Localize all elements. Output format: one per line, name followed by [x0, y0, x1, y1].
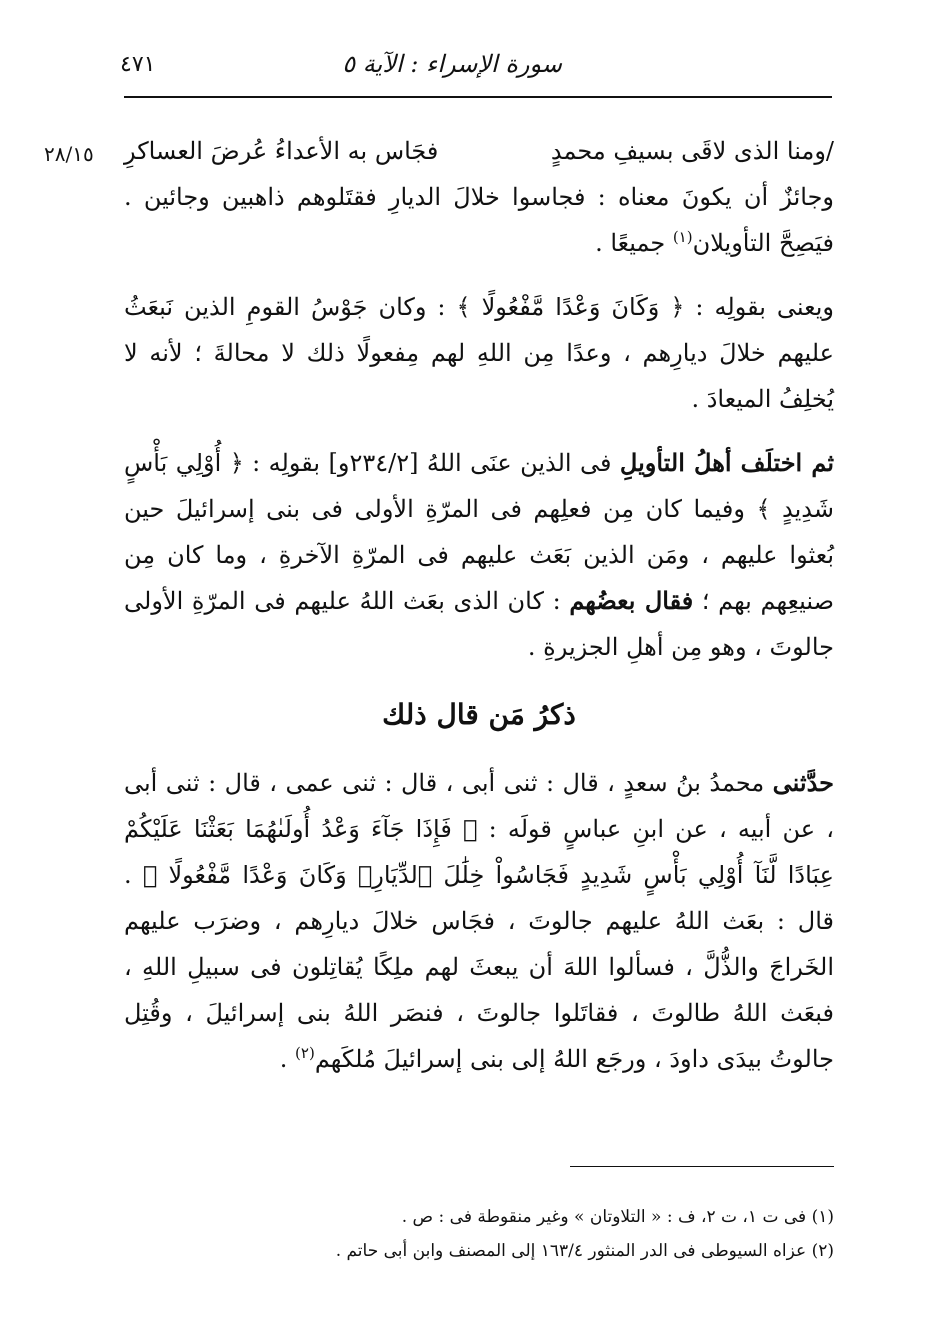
paragraph-4-part-c: . قال : بعَث اللهُ عليهم جالوتَ ، فجَاس خلالَ ديارِهم ، وضرَب عليهم الخَراجَ والذُّلَّ ، فسألوا اللهَ أن يبعثَ لهم ملِكًا يُقاتِلون فى سبيلِ اللهِ ، فبعَث اللهُ طالوتَ ، فقاتَلوا جالوتَ ، فنصَر اللهُ بنى إسرائيلَ ، وقُتِل جالوتُ بيدَى داودَ ، ورجَع اللهُ إلى بنى إسرائيلَ مُلكَهم [124, 861, 834, 1073]
verse-second-half: فجَاس به الأعداءُ عُرضَ العساكرِ [124, 137, 439, 165]
paragraph-2-body: : وكان جَوْسُ القومِ الذين نَبعَثُ عليهم خلالَ ديارِهم ، وعدًا مِن اللهِ لهم مِفعولًا ذلك لا محالةَ ؛ لأنه لا يُخلِفُ الميعادَ . [124, 293, 834, 413]
quran-quote: ﴿ أُوْلِي بَأْسٍ شَدِيدٍ ﴾ [124, 449, 834, 523]
paragraph-3-bold-phrase: فقال بعضُهم [569, 586, 694, 615]
paragraph-3 [124, 440, 834, 670]
paragraph-2-intro: ويعنى بقولِه : [684, 293, 835, 321]
verse-and-paragraph-1 [124, 128, 834, 266]
paragraph-2 [124, 284, 834, 422]
paragraph-4-lead: حدَّثنى [772, 768, 834, 797]
running-title: سورة الإسراء : الآية ٥ [342, 50, 562, 78]
paragraph-1-text: وجائزٌ أن يكونَ معناه : فجاسوا خلالَ الديارِ فقتَلوهم ذاهبين وجائين . فيَصِحَّ التأويلان [124, 183, 834, 257]
page-number: ٤٧١ [120, 52, 156, 77]
paragraph-3-lead: ثم اختلَف أهلُ التأويلِ [619, 448, 835, 477]
paragraph-1-tail: جميعًا . [595, 229, 673, 257]
paragraph-4-tail: . [279, 1045, 296, 1073]
paragraph-4 [124, 760, 834, 1082]
paragraph-4-part-b: محمدُ بنُ سعدٍ ، قال : ثنى أبى ، قال : ثنى عمى ، قال : ثنى أبى ، عن أبيه ، عن ابنِ عباسٍ قولَه : [124, 769, 835, 843]
footnotes [124, 1200, 834, 1268]
page-header [120, 40, 832, 96]
footnote-marker-1[interactable]: (١) [672, 228, 693, 246]
section-heading: ذكرُ مَن قال ذلك [382, 698, 576, 731]
paragraph-3-part-c: وفيما كان مِن فعلِهم فى المرّةِ الأولى فى بنى إسرائيلَ حين بُعثوا عليهم ، ومَن الذين بَعَث عليهم فى المرّةِ الآخرةِ ، وما كان مِن صنيعِهم بهم ؛ [124, 495, 834, 615]
margin-reference: ٢٨/١٥ [44, 142, 94, 166]
header-rule [124, 96, 832, 98]
paragraph-3-part-e: : كان الذى بعَث اللهُ عليهم فى المرّةِ الأولى جالوتَ ، وهو مِن أهلِ الجزيرةِ . [124, 587, 834, 661]
paragraph-1 [124, 174, 834, 266]
poetry-verse [124, 128, 834, 174]
quran-quote: ﴿ فَإِذَا جَآءَ وَعْدُ أُولَىٰهُمَا بَعَثْنَا عَلَيْكُمْ عِبَادًا لَّنَآ أُوْلِي بَأْسٍ شَدِيدٍ فَجَاسُواْ خِلَٰلَ ٱلدِّيَارِۚ وَكَانَ وَعْدًا مَّفْعُولًا ﴾ [124, 815, 834, 889]
verse-first-half: /ومنا الذى لاقَى بسيفِ محمدٍ [550, 137, 834, 165]
main-text [124, 128, 834, 1100]
footnote-marker-2[interactable]: (٢) [295, 1044, 315, 1062]
footnote-1: (١) فى ت ١، ت ٢، ف : « التلاوتان » وغير منقوطة فى : ص . [401, 1207, 834, 1227]
quran-quote: ﴿ وَكَانَ وَعْدًا مَّفْعُولًا ﴾ [456, 293, 685, 321]
footnote-2: (٢) عزاه السيوطى فى الدر المنثور ١٦٣/٤ إلى المصنف وابن أبى حاتم . [335, 1241, 834, 1261]
footnote-rule [570, 1166, 834, 1167]
paragraph-3-part-b: فى الذين عنَى اللهُ [٢٣٤/٢و] بقولِه : [243, 449, 620, 477]
